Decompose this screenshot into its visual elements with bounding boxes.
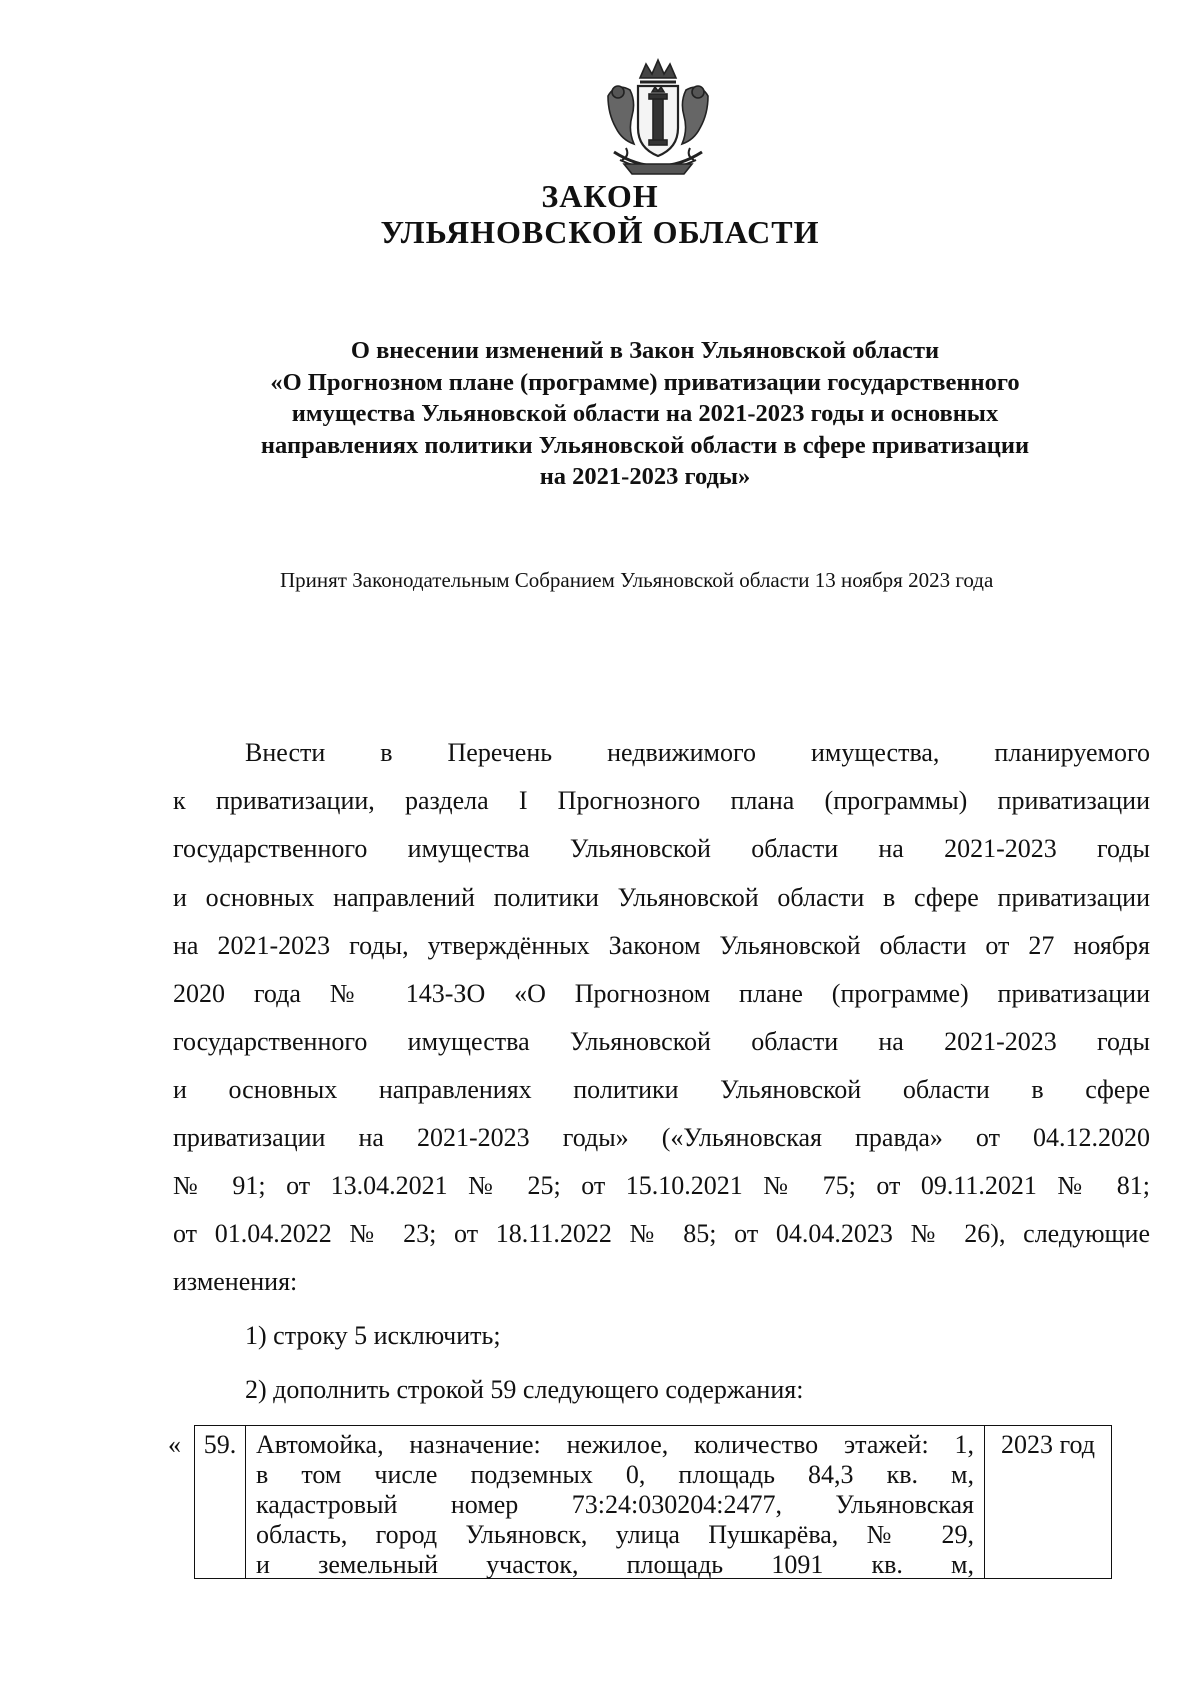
body-line: и основных направлений политики Ульяновской области в сфере приватизации	[173, 883, 1150, 912]
subject-line: О внесении изменений в Закон Ульяновской области	[350, 337, 940, 364]
body-line: государственного имущества Ульяновской области на 2021-2023 годы	[173, 1027, 1150, 1056]
description-line: кадастровый номер 73:24:030204:2477, Ульяновская	[256, 1490, 974, 1519]
body-line: к приватизации, раздела I Прогнозного плана (программы) приватизации	[173, 786, 1150, 815]
adoption-note: Принят Законодательным Собранием Ульяновской области 13 ноября 2023 года	[280, 568, 994, 592]
body-line: приватизации на 2021-2023 годы» («Ульяновская правда» от 04.12.2020	[173, 1123, 1150, 1152]
coat-of-arms-emblem	[600, 56, 716, 178]
body-line: изменения:	[173, 1267, 298, 1296]
subject-line: «О Прогнозном плане (программе) приватизации государственного	[270, 368, 1020, 396]
list-item: 2) дополнить строкой 59 следующего содержания:	[245, 1375, 804, 1404]
table-open-quote: «	[168, 1430, 181, 1459]
description-line: область, город Ульяновск, улица Пушкарёва, № 29,	[256, 1520, 974, 1549]
body-line: на 2021-2023 годы, утверждённых Законом Ульяновской области от 27 ноября	[173, 931, 1150, 960]
row-description-cell	[246, 1426, 985, 1579]
law-title-line1: ЗАКОН	[541, 178, 659, 214]
subject-line: имущества Ульяновской области на 2021-2023 годы и основных	[291, 400, 999, 427]
law-title-line2: УЛЬЯНОВСКОЙ ОБЛАСТИ	[380, 214, 820, 250]
body-line: от 01.04.2022 № 23; от 18.11.2022 № 85; от 04.04.2023 № 26), следующие	[173, 1219, 1150, 1248]
list-item: 1) строку 5 исключить;	[245, 1321, 501, 1350]
row-year-cell: 2023 год	[985, 1426, 1112, 1579]
amendment-table	[194, 1425, 1112, 1579]
description-line: Автомойка, назначение: нежилое, количество этажей: 1,	[256, 1430, 974, 1459]
description-line: и земельный участок, площадь 1091 кв. м,	[256, 1550, 974, 1578]
body-line: и основных направлениях политики Ульяновской области в сфере	[173, 1075, 1150, 1104]
body-line: № 91; от 13.04.2021 № 25; от 15.10.2021 № 75; от 09.11.2021 № 81;	[173, 1171, 1150, 1200]
row-number-cell: 59.	[195, 1426, 246, 1579]
subject-line: направлениях политики Ульяновской области в сфере приватизации	[260, 431, 1030, 459]
law-subject-heading	[175, 335, 1115, 493]
table-row	[195, 1426, 1112, 1579]
subject-line: на 2021-2023 годы»	[539, 463, 751, 490]
body-line: 2020 года № 143-ЗО «О Прогнозном плане (программе) приватизации	[173, 979, 1150, 1008]
body-line: государственного имущества Ульяновской области на 2021-2023 годы	[173, 834, 1150, 863]
description-line: в том числе подземных 0, площадь 84,3 кв. м,	[256, 1460, 974, 1489]
body-line: Внести в Перечень недвижимого имущества, планируемого	[245, 738, 1150, 767]
